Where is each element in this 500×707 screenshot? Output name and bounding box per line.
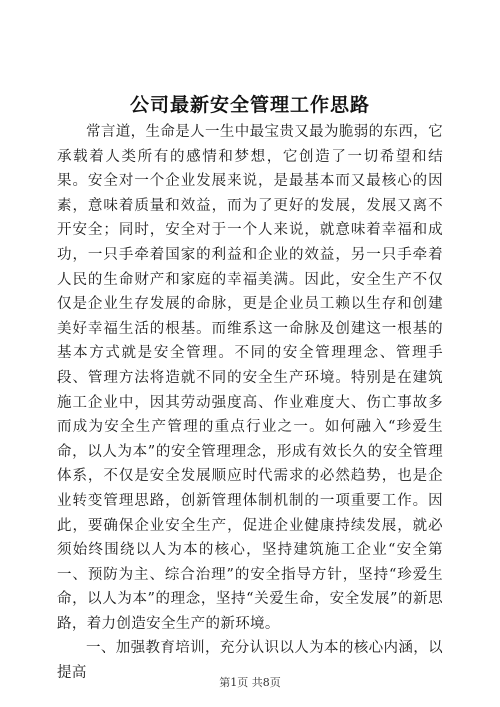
paragraph-section-one: 一、加强教育培训，充分认识以人为本的核心内涵，以提高 (57, 640, 443, 682)
document-body (57, 120, 443, 686)
paragraph-intro: 常言道，生命是人一生中最宝贵又最为脆弱的东西，它承载着人类所有的感情和梦想，它创造了一切希望和结果。安全对一个企业发展来说，是最基本而又最核心的因素，意味着质量和效益，而为了更好的发展，发展又离不开安全；同时，安全对于一个人来说，就意味着幸福和成功，一只手牵着国家的利益和企业的效益，另一只手牵着人民的生命财产和家庭的幸福美满。因此，安全生产不仅仅是企业生存发展的命脉，更是企业员工赖以生存和创建美好幸福生活的根基。而维系这一命脉及创建这一根基的基本方式就是安全管理。不同的安全管理理念、管理手段、管理方法将造就不同的安全生产环境。特别是在建筑施工企业中，因其劳动强度高、作业难度大、伤亡事故多而成为安全生产管理的重点行业之一。如何融入“珍爱生命，以人为本”的安全管理理念，形成有效长久的安全管理体系，不仅是安全发展顺应时代需求的必然趋势，也是企业转变管理思路，创新管理体制机制的一项重要工作。因此，要确保企业安全生产，促进企业健康持续发展，就必须始终围绕以人为本的核心，坚持建筑施工企业“安全第一、预防为主、综合治理”的安全指导方针，坚持“珍爱生命，以人为本”的理念，坚持“关爱生命，安全发展”的新思路，着力创造安全生产的新环境。 (57, 124, 443, 632)
page-number-footer: 第1页 共8页 (219, 676, 281, 689)
page-title: 公司最新安全管理工作思路 (129, 94, 370, 116)
